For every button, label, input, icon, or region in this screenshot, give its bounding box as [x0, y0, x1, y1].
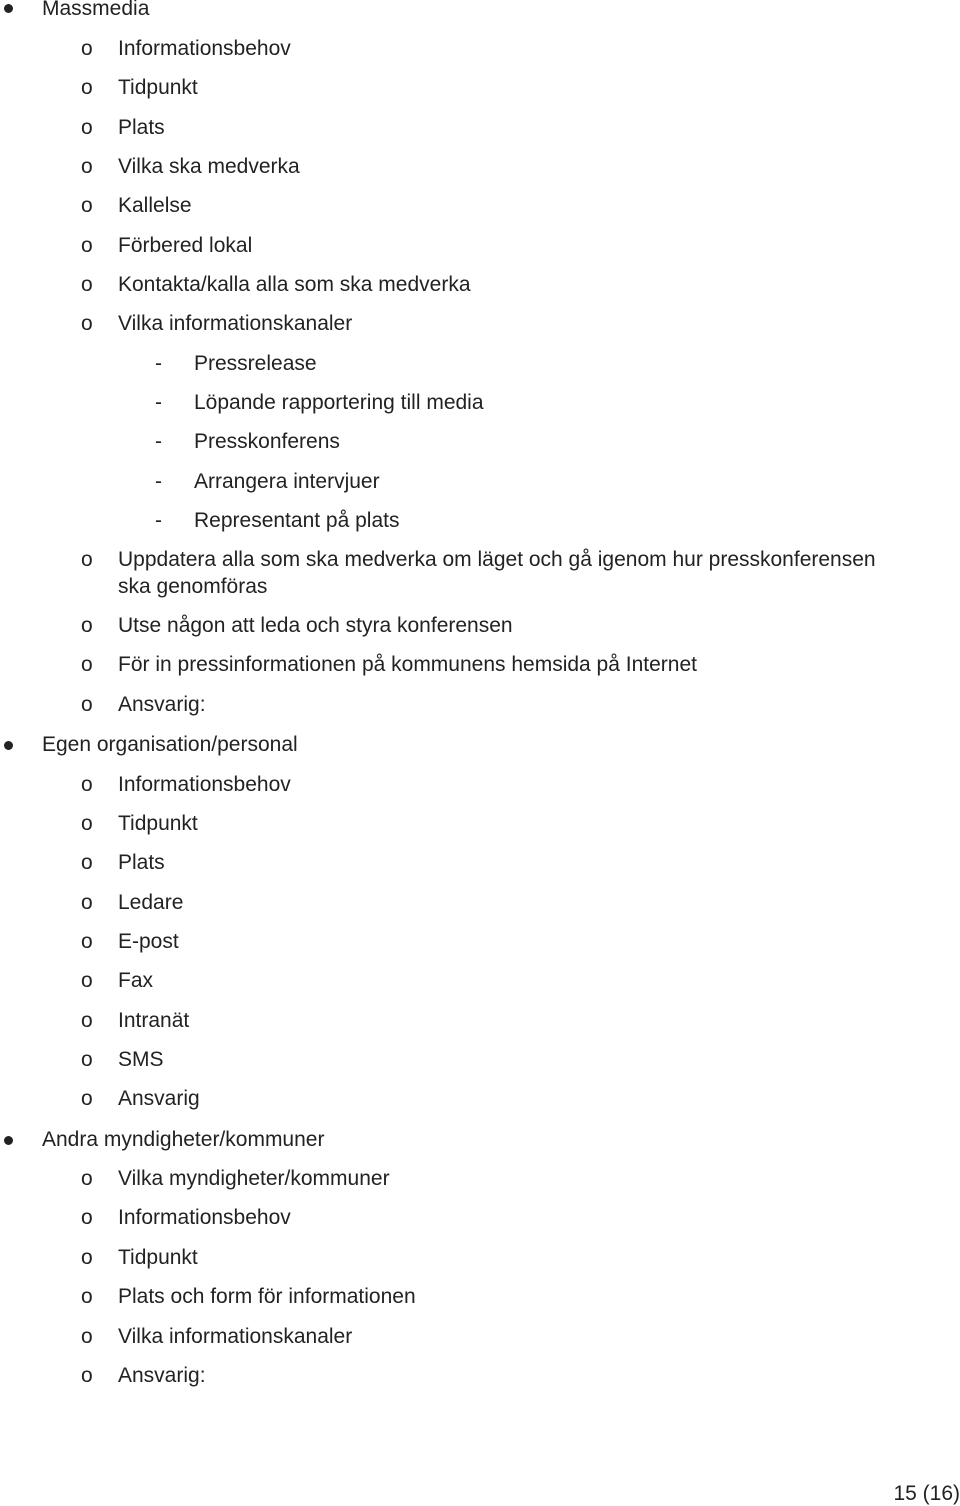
list-marker: o — [81, 548, 93, 571]
list-item: Kontakta/kalla alla som ska medverka — [118, 273, 471, 296]
list-item: För in pressinformationen på kommunens hemsida på Internet — [118, 653, 697, 676]
section-title: Andra myndigheter/kommuner — [42, 1128, 325, 1151]
list-marker: o — [81, 1009, 93, 1032]
list-item: Utse någon att leda och styra konferensen — [118, 614, 513, 637]
list-marker: - — [155, 509, 162, 532]
list-marker: o — [81, 155, 93, 178]
list-marker: o — [81, 116, 93, 139]
list-marker: o — [81, 1325, 93, 1348]
list-item: E-post — [118, 930, 179, 953]
list-marker: o — [81, 76, 93, 99]
list-item: Informationsbehov — [118, 1206, 291, 1229]
list-item: Vilka informationskanaler — [118, 1325, 353, 1348]
list-marker: o — [81, 891, 93, 914]
list-marker: o — [81, 969, 93, 992]
channel-item: Löpande rapportering till media — [194, 391, 484, 414]
list-marker: o — [81, 1048, 93, 1071]
list-marker: o — [81, 194, 93, 217]
channel-item: Arrangera intervjuer — [194, 470, 380, 493]
list-marker: o — [81, 1364, 93, 1387]
list-item: Plats och form för informationen — [118, 1285, 416, 1308]
list-marker: o — [81, 234, 93, 257]
list-marker: o — [81, 37, 93, 60]
list-marker: o — [81, 614, 93, 637]
list-marker: - — [155, 430, 162, 453]
list-item-continuation: ska genomföras — [118, 575, 268, 598]
section-title: Massmedia — [42, 0, 150, 20]
list-item: Ansvarig: — [118, 693, 206, 716]
section-title: Egen organisation/personal — [42, 733, 298, 756]
list-item: Informationsbehov — [118, 37, 291, 60]
list-item: Tidpunkt — [118, 76, 198, 99]
list-marker: o — [81, 773, 93, 796]
list-marker: o — [81, 1285, 93, 1308]
list-marker: o — [81, 273, 93, 296]
list-item: Ansvarig — [118, 1087, 200, 1110]
list-item: Vilka ska medverka — [118, 155, 300, 178]
list-item: Tidpunkt — [118, 812, 198, 835]
list-marker: o — [81, 312, 93, 335]
list-item: Kallelse — [118, 194, 192, 217]
list-marker: o — [81, 812, 93, 835]
list-item: Intranät — [118, 1009, 190, 1032]
list-item: Fax — [118, 969, 154, 992]
channel-item: Presskonferens — [194, 430, 340, 453]
list-item: SMS — [118, 1048, 164, 1071]
bullet-icon — [4, 1136, 13, 1145]
list-item: Plats — [118, 851, 165, 874]
bullet-icon — [4, 4, 13, 13]
list-item: Tidpunkt — [118, 1246, 198, 1269]
list-marker: o — [81, 653, 93, 676]
list-item: Ledare — [118, 891, 184, 914]
list-marker: o — [81, 851, 93, 874]
list-marker: o — [81, 1167, 93, 1190]
channel-item: Representant på plats — [194, 509, 400, 532]
list-item: Ansvarig: — [118, 1364, 206, 1387]
list-item: Förbered lokal — [118, 234, 253, 257]
list-item: Plats — [118, 116, 165, 139]
list-item: Uppdatera alla som ska medverka om läget och gå igenom hur presskonferensen — [118, 548, 876, 571]
list-marker: o — [81, 1087, 93, 1110]
page-number: 15 (16) — [893, 1482, 960, 1505]
list-marker: o — [81, 930, 93, 953]
channel-item: Pressrelease — [194, 352, 317, 375]
list-item: Vilka myndigheter/kommuner — [118, 1167, 390, 1190]
list-item: Vilka informationskanaler — [118, 312, 353, 335]
list-marker: o — [81, 1206, 93, 1229]
bullet-icon — [4, 741, 13, 750]
list-marker: o — [81, 1246, 93, 1269]
list-marker: - — [155, 470, 162, 493]
list-marker: - — [155, 352, 162, 375]
list-item: Informationsbehov — [118, 773, 291, 796]
list-marker: - — [155, 391, 162, 414]
list-marker: o — [81, 693, 93, 716]
